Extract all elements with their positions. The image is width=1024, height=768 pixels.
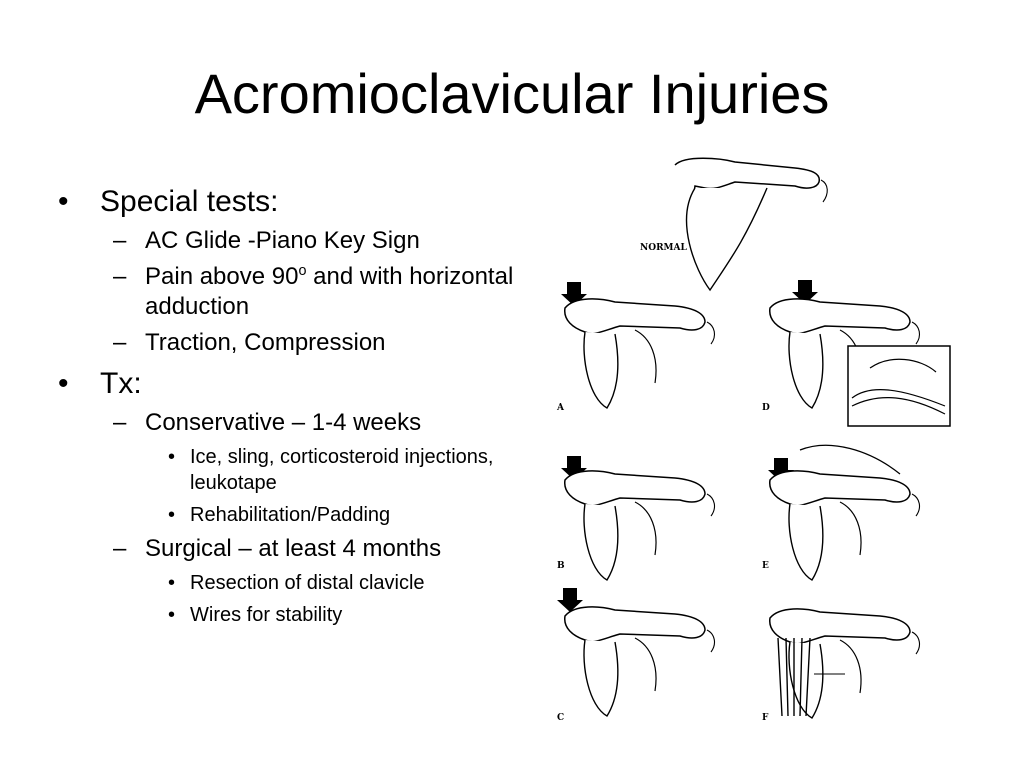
figure-label-normal: NORMAL bbox=[640, 243, 687, 253]
bullet-special-tests bbox=[58, 182, 518, 222]
figure-panel-a bbox=[556, 282, 714, 413]
sub-bullet-conservative bbox=[58, 408, 518, 438]
figure-label-b: B bbox=[557, 561, 565, 571]
figure-label-c: C bbox=[557, 713, 565, 723]
dash-marker: – bbox=[113, 227, 127, 254]
figure-panel-f bbox=[762, 609, 919, 723]
sub-sub-bullet-text: Rehabilitation/Padding bbox=[190, 504, 391, 526]
sub-bullet-text: Traction, Compression bbox=[145, 329, 386, 356]
degree-superscript: o bbox=[298, 263, 307, 279]
bullet-dot: • bbox=[58, 185, 69, 218]
sub-sub-bullet-wires bbox=[58, 602, 518, 628]
sub-bullet-text: AC Glide -Piano Key Sign bbox=[145, 227, 420, 254]
shoulder-outline bbox=[565, 471, 715, 580]
bullet-tx bbox=[58, 364, 518, 404]
dash-marker: – bbox=[113, 329, 127, 356]
sub-bullet-text-part1: Pain above 90 bbox=[145, 263, 299, 290]
sub-sub-bullet-ice bbox=[58, 444, 518, 496]
sub-bullet-text-part2: and with horizontal adduction bbox=[145, 263, 514, 320]
figure-panel-e bbox=[762, 445, 919, 580]
bullet-label: Tx: bbox=[100, 367, 142, 400]
dash-marker: – bbox=[113, 535, 127, 562]
figure-panel-b bbox=[557, 456, 714, 580]
figure-label-d: D bbox=[762, 403, 770, 413]
inset-detail-box bbox=[848, 346, 950, 426]
sub-sub-bullet-rehab bbox=[58, 502, 518, 528]
sub-bullet-pain bbox=[58, 262, 518, 322]
figure-panel-c bbox=[557, 588, 714, 723]
sub-bullet-surgical bbox=[58, 534, 518, 564]
shoulder-outline bbox=[770, 609, 920, 718]
bullet-dot: • bbox=[58, 367, 69, 400]
ac-injury-illustration bbox=[545, 150, 965, 730]
dash-marker: – bbox=[113, 409, 127, 436]
figure-label-e: E bbox=[762, 561, 769, 571]
sub-bullet-text: Surgical – at least 4 months bbox=[145, 535, 442, 562]
sub-bullet-text: Conservative – 1-4 weeks bbox=[145, 409, 422, 436]
bullet-dot: • bbox=[168, 572, 176, 594]
sub-bullet-traction bbox=[58, 328, 518, 358]
sub-sub-bullet-text: Resection of distal clavicle bbox=[190, 572, 425, 594]
sub-sub-bullet-text: Ice, sling, corticosteroid injections, leukotape bbox=[190, 446, 494, 494]
figure-label-f: F bbox=[762, 713, 769, 723]
bullet-dot: • bbox=[168, 446, 176, 468]
bullet-dot: • bbox=[168, 604, 176, 626]
figure-label-a: A bbox=[557, 403, 564, 413]
bullet-label: Special tests: bbox=[100, 185, 279, 218]
sub-sub-bullet-text: Wires for stability bbox=[190, 604, 343, 626]
bullet-list bbox=[58, 182, 518, 634]
figure-panel-d bbox=[762, 280, 950, 426]
sub-sub-bullet-resection bbox=[58, 570, 518, 596]
ac-injury-diagram bbox=[545, 150, 965, 730]
shoulder-outline bbox=[565, 299, 715, 408]
sub-bullet-ac-glide bbox=[58, 226, 518, 256]
slide-title: Acromioclavicular Injuries bbox=[194, 62, 830, 125]
shoulder-outline bbox=[565, 607, 715, 716]
normal-shoulder-figure bbox=[640, 158, 827, 290]
bullet-dot: • bbox=[168, 504, 176, 526]
shoulder-outline bbox=[770, 471, 920, 580]
dash-marker: – bbox=[113, 263, 127, 290]
